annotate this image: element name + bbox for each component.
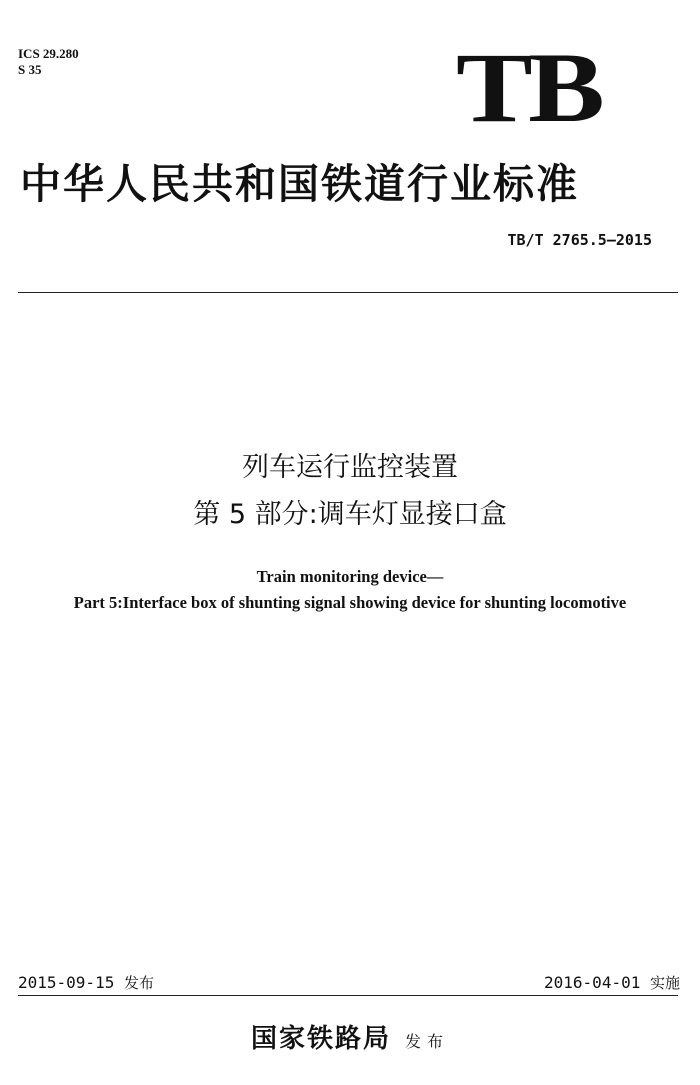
- english-title-line-1: Train monitoring device—: [256, 567, 444, 586]
- tb-logo: TB: [456, 32, 601, 143]
- ics-code: ICS 29.280: [18, 46, 79, 61]
- classification-block: [18, 46, 79, 78]
- implementation-date: [544, 972, 680, 994]
- standard-number: TB/T 2765.5—2015: [507, 231, 652, 249]
- bottom-divider: [18, 995, 678, 996]
- publisher-name: 国家铁路局: [250, 1024, 391, 1054]
- implementation-date-value: 2016-04-01: [544, 973, 641, 992]
- publisher-action: 发布: [405, 1032, 450, 1051]
- chinese-title-line-2: 第 5 部分:调车灯显接口盒: [193, 499, 507, 530]
- publisher: [0, 1018, 700, 1055]
- chinese-title-line-1: 列车运行监控装置: [242, 452, 458, 483]
- standard-category-title: 中华人民共和国铁道行业标准: [20, 160, 579, 208]
- ccs-code: S 35: [18, 62, 42, 77]
- top-divider: [18, 292, 678, 293]
- implementation-label: 实施: [649, 974, 680, 992]
- issue-date-value: 2015-09-15: [18, 973, 115, 992]
- english-title-line-2: Part 5:Interface box of shunting signal showing device for shunting locomotive: [73, 593, 627, 612]
- issue-label: 发布: [123, 974, 154, 992]
- issue-date: [18, 972, 154, 994]
